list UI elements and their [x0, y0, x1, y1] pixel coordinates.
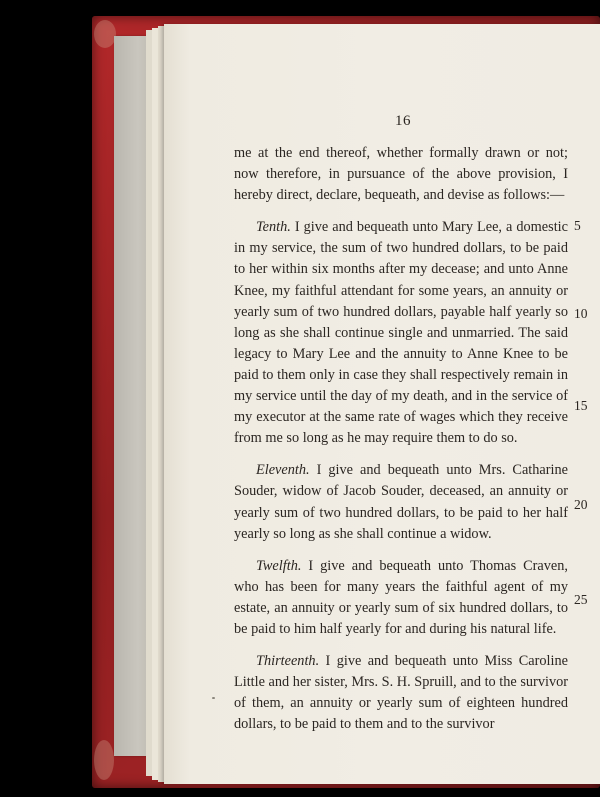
cover-wear-mark — [94, 20, 116, 48]
paragraph-text: I give and bequeath unto Mrs. Catharine Souder, widow of Jacob Souder, deceased, an annuity or yearly sum of two hundred dollars, to be paid to her half yearly so long as she shall continue a widow. — [234, 462, 568, 542]
cover-wear-mark — [94, 740, 114, 780]
page-number: 16 — [395, 113, 411, 129]
clause-heading: Thirteenth. — [256, 653, 320, 670]
paragraph-intro — [234, 143, 568, 206]
paragraph-text: I give and bequeath unto Miss Caroline Little and her sister, Mrs. S. H. Spruill, and to the survivor of them, an annuity or yearly sum of eighteen hundred dollars, to be paid to them and to the survivor — [234, 653, 568, 733]
page-body-text — [234, 143, 568, 735]
margin-line-number: 5 — [574, 218, 581, 233]
clause-heading: Twelfth. — [256, 557, 302, 574]
margin-line-number: 10 — [574, 306, 588, 321]
margin-line-number: 25 — [574, 592, 588, 607]
paragraph-twelfth — [234, 556, 568, 640]
margin-line-number: 15 — [574, 398, 588, 413]
paragraph-tenth — [234, 217, 568, 449]
paragraph-thirteenth — [234, 651, 568, 735]
clause-heading: Eleventh. — [256, 462, 310, 479]
paragraph-text: me at the end thereof, whether formally drawn or not; now therefore, in pursuance of the above provision, I hereby direct, declare, bequeath, and devise as follows:— — [234, 145, 568, 204]
paper-speck — [212, 697, 215, 699]
clause-heading: Tenth. — [256, 219, 291, 236]
paragraph-eleventh — [234, 460, 568, 544]
paragraph-text: I give and bequeath unto Thomas Craven, who has been for many years the faithful agent of my estate, an annuity or yearly sum of six hundred dollars, to be paid to him half yearly for and during his natural life. — [234, 557, 568, 637]
paragraph-text: I give and bequeath unto Mary Lee, a domestic in my service, the sum of two hundred dollars, to be paid to her within six months after my decease; and unto Anne Knee, my faithful attendant for some years, an annuity or yearly sum of two hundred dollars, payable half yearly so long as she shall continue single and unmarried. The said legacy to Mary Lee and the annuity to Anne Knee to be paid to them only in case they shall respectively remain in my service until the day of my death, and in the service of my executor at the same rate of wages which they receive from me so long as he may require them to do so. — [234, 219, 568, 447]
margin-line-number: 20 — [574, 497, 588, 512]
